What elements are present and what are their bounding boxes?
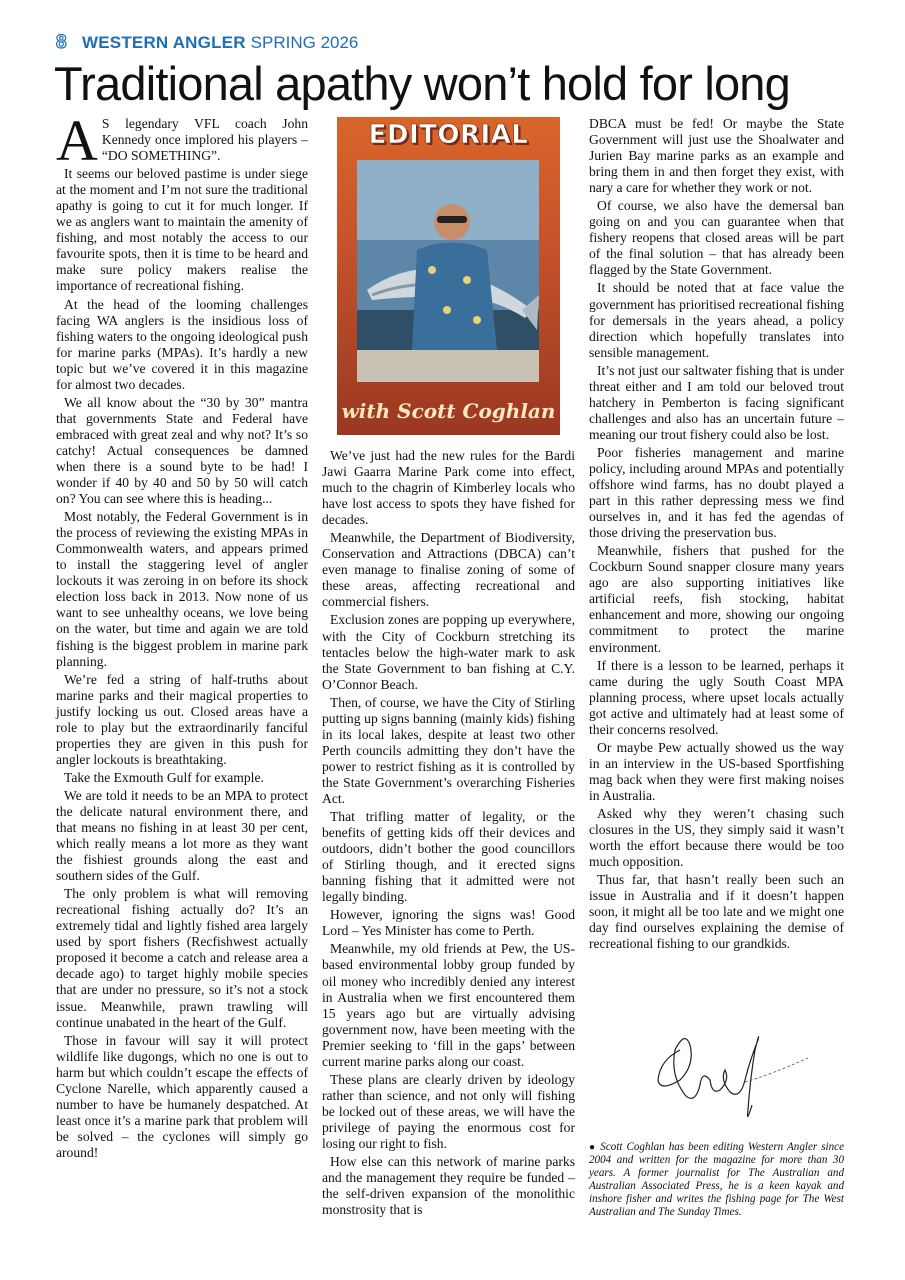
headline: Traditional apathy won’t hold for long xyxy=(54,57,790,110)
author-signature xyxy=(640,1020,810,1135)
bullet-icon: ● xyxy=(589,1142,597,1153)
paragraph: We’re fed a string of half-truths about marine parks and their magical properties to justify locking us out. Closed areas have a role to play but the extraordinarily fanciful properties they are given in this push for angler lockouts is breathtaking. xyxy=(56,671,308,767)
article-column-1 xyxy=(56,108,308,1163)
paragraph: Then, of course, we have the City of Stirling putting up signs banning (mainly kids) fishing in its local lakes, despite at least two other Perth councils admitting they don’t have the power to restrict fishing as it is controlled by the State Government’s overarching Fisheries Act. xyxy=(322,694,575,806)
paragraph-text: S legendary VFL coach John Kennedy once implored his players – “DO SOMETHING”. xyxy=(101,116,308,164)
editorial-label: EDITORIAL xyxy=(368,120,529,150)
issue-label: SPRING 2026 xyxy=(250,33,359,52)
author-photo xyxy=(357,160,539,382)
author-bio xyxy=(589,1141,844,1220)
paragraph: Exclusion zones are popping up everywhere, with the City of Cockburn stretching its tentacles below the high-water mark to ask the State Government to ban fishing at C.Y. O’Connor Beach. xyxy=(322,612,575,692)
paragraph: It seems our beloved pastime is under siege at the moment and I’m not sure the traditional apathy is going to cut it for much longer. If we as anglers want to maintain the amenity of fishing, and most notably the access to our favourite spots, then it is time to be heard and make sure policy makers realise the importance of recreational fishing. xyxy=(56,166,308,294)
paragraph: Of course, we also have the demersal ban going on and you can guarantee when that fishery reopens that closed areas will be part of the final solution – that has already been flagged by the State Government. xyxy=(589,198,844,278)
paragraph: We all know about the “30 by 30” mantra that governments State and Federal have embraced with great zeal and why not? It’s so catchy! Actual consequences be damned when there is a sound byte to be had! I wonder if 40 by 40 and 50 by 50 will catch on? You can see where this is heading... xyxy=(56,394,308,507)
dropcap: A xyxy=(56,108,98,173)
article-column-3 xyxy=(589,116,844,954)
paragraph: Or maybe Pew actually showed us the way in an interview in the US-based Sportfishing mag back when they were first making noises in Australia. xyxy=(589,739,844,803)
paragraph: If there is a lesson to be learned, perhaps it came during the ugly South Coast MPA planning process, where upset locals actually got active and ultimately had at least some of their concerns resolved. xyxy=(589,657,844,737)
paragraph: However, ignoring the signs was! Good Lord – Yes Minister has come to Perth. xyxy=(322,907,575,939)
paragraph: DBCA must be fed! Or maybe the State Government will just use the Shoalwater and Jurien Bay marine parks as an example and bring them in and then forget they exist, with nary a care for whether they work or not. xyxy=(589,116,844,196)
page-number: 8 xyxy=(56,32,67,53)
paragraph: Asked why they weren’t chasing such closures in the US, they simply said it wasn’t worth the effort because there would be too much opposition. xyxy=(589,805,844,870)
paragraph: Meanwhile, the Department of Biodiversity, Conservation and Attractions (DBCA) can’t even manage to finalise zoning of some of these areas, affecting recreational and commercial fishers. xyxy=(322,530,575,610)
first-paragraph xyxy=(56,108,308,173)
paragraph: Those in favour will say it will protect wildlife like dugongs, which no one is out to harm but which couldn’t escape the effects of Cyclone Narelle, which apparently caused a number to have be humanely despatched. At least once it’s a marine park that problem will be solved – the cyclones will simply go around! xyxy=(56,1032,308,1160)
editorial-banner xyxy=(337,117,560,435)
page-header xyxy=(56,32,358,54)
paragraph: At the head of the looming challenges facing WA anglers is the insidious loss of fishing waters to the ongoing ideological push for marine parks (MPAs). It’s hardly a new topic but we’ve covered it in this magazine for almost two decades. xyxy=(56,296,308,392)
paragraph: Poor fisheries management and marine policy, including around MPAs and potentially offshore wind farms, has no doubt played a part in this rather depressing mess we find ourselves in, and it has fed the agendas of those driving the preservation bus. xyxy=(589,444,844,541)
paragraph: We’ve just had the new rules for the Bardi Jawi Gaarra Marine Park come into effect, much to the chagrin of Kimberley locals who have lost access to spots they have fished for decades. xyxy=(322,448,575,528)
article-column-2 xyxy=(322,448,575,1220)
paragraph: These plans are clearly driven by ideology rather than science, and not only will fishing be locked out of these areas, we will have the privilege of paying the enormous cost for losing our right to fish. xyxy=(322,1071,575,1151)
paragraph: Meanwhile, my old friends at Pew, the US-based environmental lobby group funded by oil money who incredibly denied any interest in Australia when we first encountered them 15 years ago but are virtually advising government now, have been meeting with the Premier seeking to ‘fill in the gaps’ between current marine parks along our coast. xyxy=(322,941,575,1069)
bio-text: Scott Coghlan has been editing Western Angler since 2004 and written for the magazine for more than 30 years. A former journalist for The Australian and Australian Associated Press, he is a keen kayak and inshore fisher and writes the fishing page for The West Australian and The Sunday Times. xyxy=(589,1141,844,1219)
paragraph: How else can this network of marine parks and the management they require be funded – the self-driven expansion of the monolithic monstrosity that is xyxy=(322,1154,575,1218)
paragraph: Meanwhile, fishers that pushed for the Cockburn Sound snapper closure many years ago are also supporting initiatives like artificial reefs, fish stocking, habitat enhancement and more, showing our ongoing commitment to protect the marine environment. xyxy=(589,543,844,655)
paragraph: Take the Exmouth Gulf for example. xyxy=(64,769,264,785)
publication-name: WESTERN ANGLER xyxy=(82,33,246,52)
editorial-byline: with Scott Coghlan xyxy=(341,399,556,423)
paragraph: It should be noted that at face value the government has prioritised recreational fishing for demersals in the years ahead, a policy direction which hopefully translates into sensible management. xyxy=(589,280,844,360)
paragraph: Most notably, the Federal Government is in the process of reviewing the existing MPAs in Commonwealth waters, and appears primed to install the staggering level of angler lockouts it was zeroing in on before its shock election loss back in 2013. Now none of us want to see unhealthy oceans, we love being on the water, but time and again we are told fishing is the biggest problem in marine park planning. xyxy=(56,509,308,669)
paragraph: It’s not just our saltwater fishing that is under threat either and I am told our beloved trout hatchery in Pemberton is facing significant challenges and also has an uncertain future – meaning our trout fishery could also be lost. xyxy=(589,362,844,442)
paragraph: The only problem is what will removing recreational fishing actually do? It’s an extremely tidal and lightly fished area largely used by sport fishers (Recfishwest actually proposed it become a catch and release area a decade ago) to target highly mobile species that are under no pressure, so it’s not a stock issue. Meanwhile, prawn trawling will continue unabated in the heart of the Gulf. xyxy=(56,886,308,1030)
paragraph: That trifling matter of legality, or the benefits of getting kids off their devices and outdoors, didn’t bother the good councillors of Stirling though, and it erected signs banning fishing that it admitted were not legally binding. xyxy=(322,809,575,905)
paragraph: Thus far, that hasn’t really been such an issue in Australia and if it doesn’t happen soon, it might all be too late and we might one day find ourselves explaining the demise of recreational fishing to our grandkids. xyxy=(589,872,844,952)
paragraph: We are told it needs to be an MPA to protect the delicate natural environment there, and that means no fishing in at least 30 per cent, which really means a lot more as they want the fishiest grounds along the east and southern sides of the Gulf. xyxy=(56,787,308,884)
